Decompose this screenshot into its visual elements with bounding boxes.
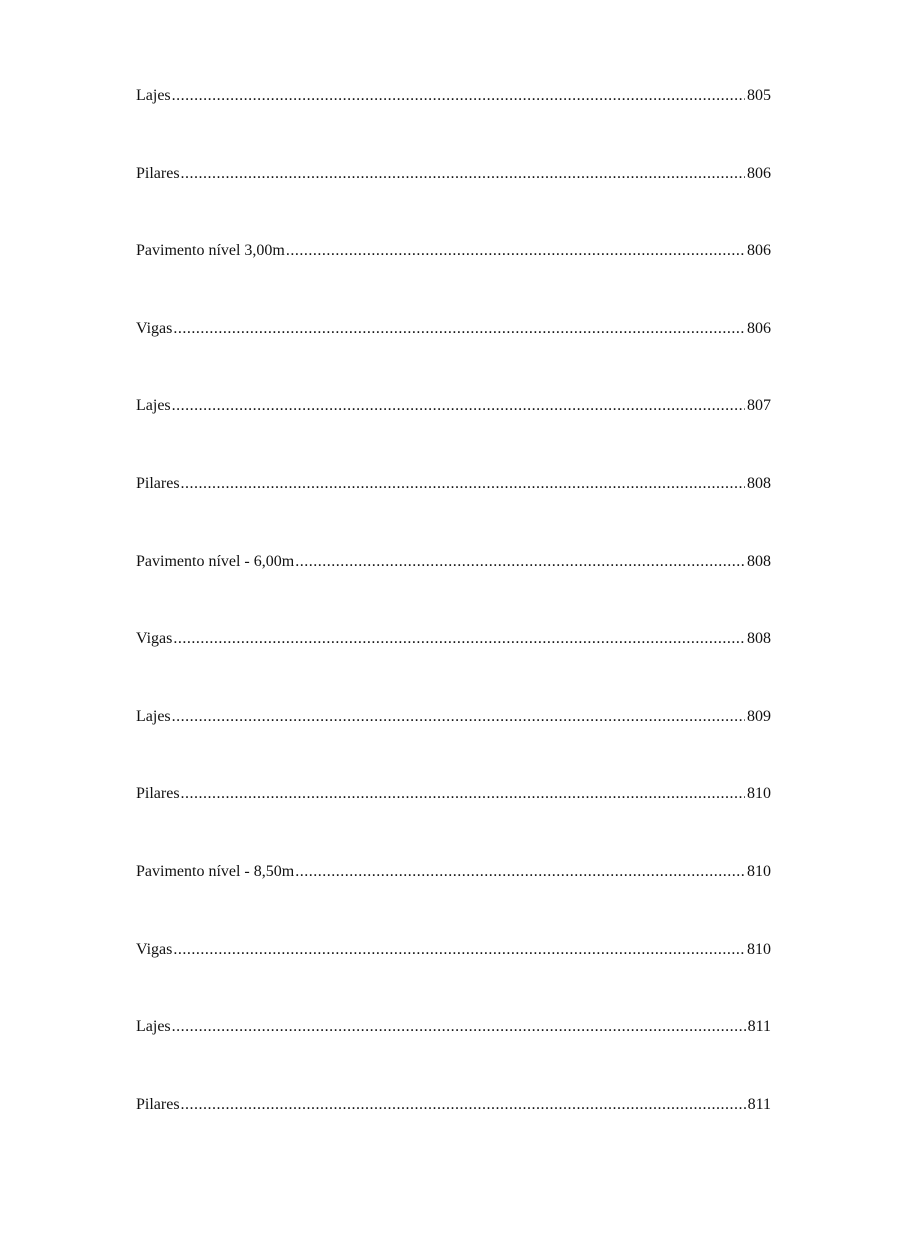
- toc-entry-title: Pavimento nível 3,00m: [136, 242, 285, 260]
- toc-page-number: 807: [747, 397, 771, 415]
- toc-entry-vigas[interactable]: [136, 319, 771, 397]
- toc-entry-pavimento-nivel-8[interactable]: [136, 862, 771, 940]
- toc-page-number: 810: [747, 785, 771, 803]
- toc-page-number: 808: [747, 630, 771, 648]
- toc-dot-leader: [173, 940, 745, 960]
- toc-dot-leader: [181, 474, 745, 494]
- toc-page-number: 811: [747, 1018, 771, 1036]
- toc-entry-title: Lajes: [136, 707, 171, 725]
- toc-dot-leader: [172, 1017, 746, 1037]
- toc-page-number: 810: [747, 940, 771, 958]
- toc-entry-title: Vigas: [136, 630, 173, 648]
- toc-entry-pilares[interactable]: [136, 784, 771, 862]
- toc-dot-leader: [172, 396, 745, 416]
- toc-page-number: 810: [747, 862, 771, 880]
- toc-dot-leader: [173, 319, 745, 339]
- toc-entry-vigas[interactable]: [136, 629, 771, 707]
- toc-entry-title: Vigas: [136, 319, 173, 337]
- toc-entry-pilares[interactable]: [136, 164, 771, 242]
- toc-entry-title: Pilares: [136, 474, 180, 492]
- toc-dot-leader: [181, 1095, 746, 1115]
- toc-page-number: 806: [747, 319, 771, 337]
- toc-page-number: 808: [747, 552, 771, 570]
- toc-dot-leader: [286, 241, 745, 261]
- toc-entry-pilares[interactable]: [136, 474, 771, 552]
- toc-entry-title: Pilares: [136, 1095, 180, 1113]
- toc-entry-title: Pilares: [136, 164, 180, 182]
- toc-entry-title: Lajes: [136, 87, 171, 104]
- toc-page-number: 806: [747, 164, 771, 182]
- toc-page-number: 811: [747, 1095, 771, 1113]
- toc-entry-lajes[interactable]: [136, 707, 771, 785]
- toc-dot-leader: [295, 552, 745, 572]
- toc-page-number: 809: [747, 707, 771, 725]
- toc-entry-lajes[interactable]: [136, 86, 771, 164]
- toc-entry-pilares[interactable]: [136, 1095, 771, 1173]
- toc-dot-leader: [172, 86, 745, 106]
- toc-entry-title: Pilares: [136, 785, 180, 803]
- toc-entry-lajes[interactable]: [136, 396, 771, 474]
- toc-page-number: 805: [747, 87, 771, 104]
- toc-entry-lajes[interactable]: [136, 1017, 771, 1095]
- toc-entry-pavimento-nivel-6[interactable]: [136, 552, 771, 630]
- toc-dot-leader: [181, 164, 745, 184]
- toc-dot-leader: [181, 784, 745, 804]
- toc-entry-title: Vigas: [136, 940, 173, 958]
- toc-entry-vigas[interactable]: [136, 940, 771, 1018]
- toc-dot-leader: [295, 862, 745, 882]
- toc-entry-title: Pavimento nível - 8,50m: [136, 862, 295, 880]
- toc-entry-title: Lajes: [136, 1018, 171, 1036]
- toc-entry-title: Lajes: [136, 397, 171, 415]
- toc-entry-title: Pavimento nível - 6,00m: [136, 552, 295, 570]
- toc-page-number: 808: [747, 474, 771, 492]
- toc-dot-leader: [173, 629, 745, 649]
- table-of-contents: [136, 86, 771, 1172]
- toc-entry-pavimento-nivel-3[interactable]: [136, 241, 771, 319]
- toc-page-number: 806: [747, 242, 771, 260]
- toc-dot-leader: [172, 707, 745, 727]
